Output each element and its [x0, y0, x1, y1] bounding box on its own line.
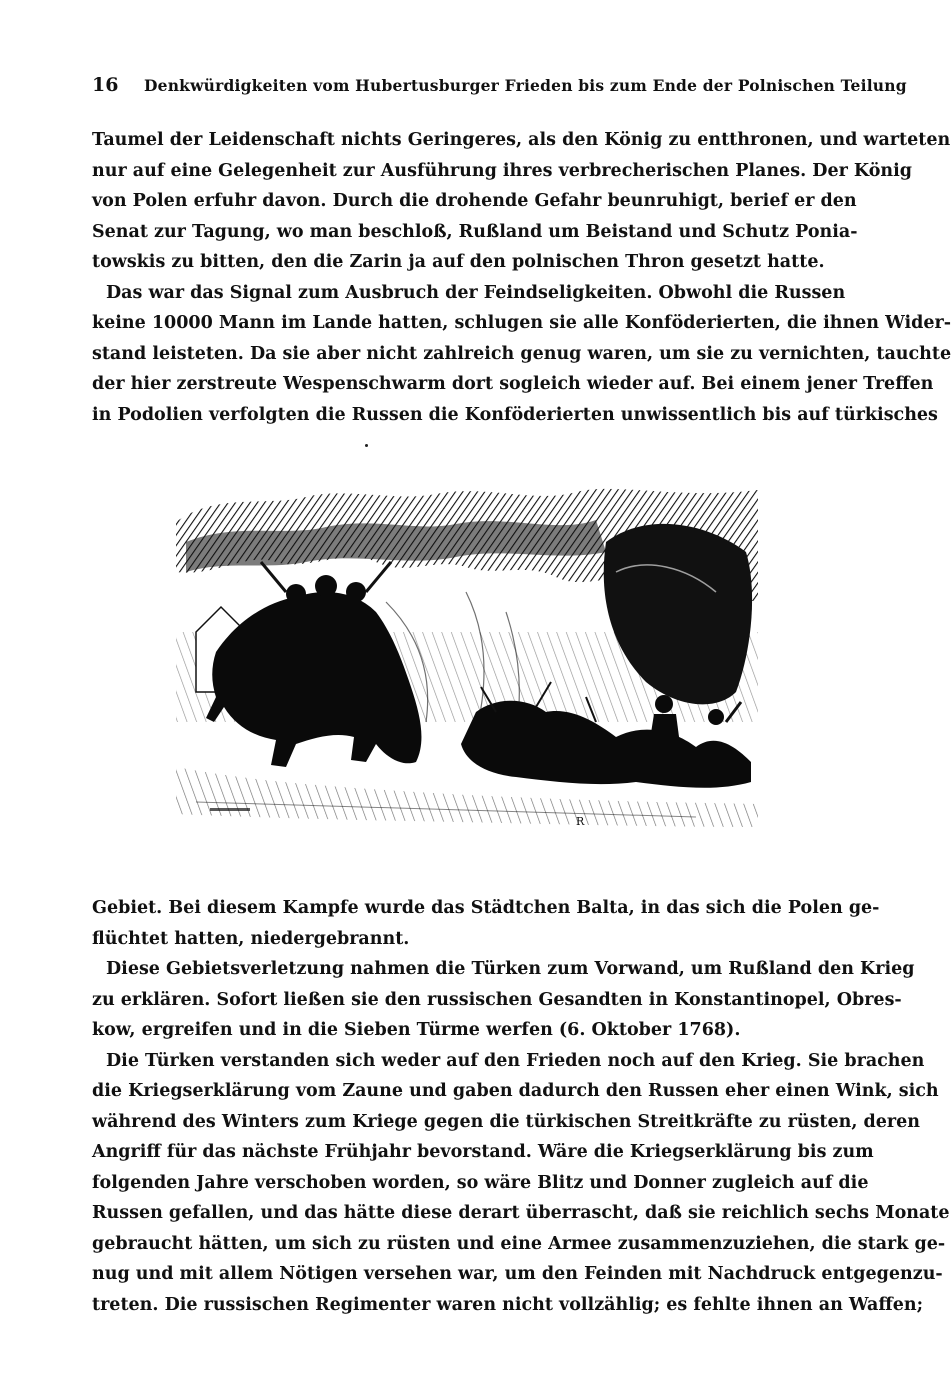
text-line: flüchtet hatten, niedergebrannt. — [92, 928, 410, 949]
text-line: Senat zur Tagung, wo man beschloß, Rußland um Beistand und Schutz Ponia- — [92, 221, 858, 242]
text-line: der hier zerstreute Wespenschwarm dort sogleich wieder auf. Bei einem jener Treffen — [92, 374, 934, 394]
text-line: die Kriegserklärung vom Zaune und gaben dadurch den Russen eher einen Wink, sich — [92, 1081, 939, 1101]
text-line: Taumel der Leidenschaft nichts Geringeres, als den König zu entthronen, und warteten — [92, 130, 951, 150]
text-line: treten. Die russischen Regimenter waren nicht vollzählig; es fehlte ihnen an Waffen; — [92, 1294, 924, 1315]
text-line: towskis zu bitten, den die Zarin ja auf den polnischen Thron gesetzt hatte. — [92, 252, 825, 272]
text-line: in Podolien verfolgten die Russen die Konföderierten unwissentlich bis auf türkisches — [92, 404, 938, 425]
running-head: Denkwürdigkeiten vom Hubertusburger Frieden bis zum Ende der Polnischen Teilung — [144, 76, 907, 95]
text-line: Angriff für das nächste Frühjahr bevorstand. Wäre die Kriegserklärung bis zum — [92, 1142, 874, 1162]
page-header — [92, 72, 907, 100]
text-line: keine 10000 Mann im Lande hatten, schlugen sie alle Konföderierten, die ihnen Wider- — [92, 313, 951, 333]
text-line: Die Türken verstanden sich weder auf den Frieden noch auf den Krieg. Sie brachen — [106, 1050, 925, 1071]
text-line: kow, ergreifen und in die Sieben Türme werfen (6. Oktober 1768). — [92, 1020, 741, 1040]
text-line: nur auf eine Gelegenheit zur Ausführung ihres verbrecherischen Planes. Der König — [92, 160, 913, 181]
text-line: von Polen erfuhr davon. Durch die drohende Gefahr beunruhigt, berief er den — [92, 191, 857, 211]
text-line: Das war das Signal zum Ausbruch der Feindseligkeiten. Obwohl die Russen — [106, 282, 846, 303]
text-line: gebraucht hätten, um sich zu rüsten und eine Armee zusammenzuziehen, die stark ge- — [92, 1233, 946, 1254]
text-block-bottom — [92, 893, 950, 1320]
battle-engraving-illustration — [176, 482, 758, 844]
text-line: Diese Gebietsverletzung nahmen die Türken zum Vorwand, um Rußland den Krieg — [106, 959, 915, 979]
text-line: zu erklären. Sofort ließen sie den russischen Gesandten in Konstantinopel, Obres- — [92, 989, 902, 1010]
artist-monogram: R — [576, 815, 585, 828]
ink-speck — [365, 444, 368, 447]
text-line: folgenden Jahre verschoben worden, so wäre Blitz und Donner zugleich auf die — [92, 1172, 869, 1193]
text-line: nug und mit allem Nötigen versehen war, um den Feinden mit Nachdruck entgegenzu- — [92, 1264, 943, 1284]
text-line: Gebiet. Bei diesem Kampfe wurde das Städtchen Balta, in das sich die Polen ge- — [92, 898, 880, 918]
text-line: während des Winters zum Kriege gegen die türkischen Streitkräfte zu rüsten, deren — [92, 1111, 920, 1132]
text-line: Russen gefallen, und das hätte diese derart überrascht, daß sie reichlich sechs Monate — [92, 1203, 950, 1223]
engraving-svg — [176, 482, 758, 844]
text-block-top — [92, 125, 951, 430]
page-number: 16 — [92, 74, 119, 96]
text-line: stand leisteten. Da sie aber nicht zahlreich genug waren, um sie zu vernichten, tauchte — [92, 343, 951, 364]
